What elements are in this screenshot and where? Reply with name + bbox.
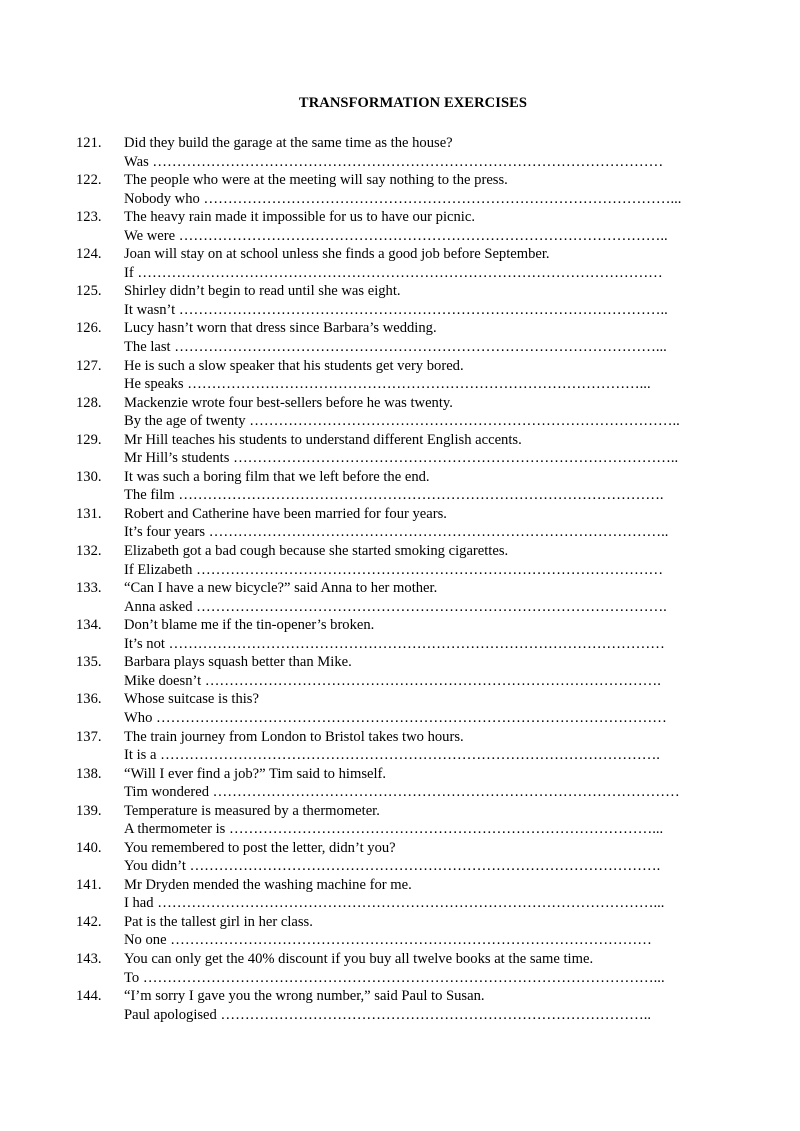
exercise-item xyxy=(0,873,800,910)
answer-blank[interactable]: ……………………………………………………………………………………. xyxy=(196,598,667,615)
answer-prompt: To xyxy=(124,969,140,986)
answer-blank[interactable]: …………………………………………………………………………………………... xyxy=(157,895,665,912)
exercise-number: 134. xyxy=(76,617,102,634)
exercise-number: 128. xyxy=(76,394,102,411)
exercise-number: 129. xyxy=(76,431,102,448)
answer-prompt: It’s not xyxy=(124,635,165,652)
answer-prompt: It’s four years xyxy=(124,524,206,541)
answer-blank[interactable]: ……………………………………………………………………………………………... xyxy=(142,969,665,986)
answer-blank[interactable]: ……………………………………………………………………………….. xyxy=(233,450,679,467)
answer-prompt: We were xyxy=(124,227,176,244)
exercise-item xyxy=(0,910,800,947)
exercise-sentence: Elizabeth got a bad cough because she started smoking cigarettes. xyxy=(124,543,509,560)
answer-blank[interactable]: …………………………………………………………………………………. xyxy=(204,672,661,689)
exercise-sentence: You can only get the 40% discount if you buy all twelve books at the same time. xyxy=(124,951,594,968)
exercise-number: 144. xyxy=(76,988,102,1005)
exercise-sentence: Shirley didn’t begin to read until she was eight. xyxy=(124,283,401,300)
exercise-number: 137. xyxy=(76,728,102,745)
answer-prompt: Was xyxy=(124,153,149,170)
exercise-number: 131. xyxy=(76,505,102,522)
page-title: TRANSFORMATION EXERCISES xyxy=(298,95,528,111)
answer-blank[interactable]: ………………………………………………………………………………………. xyxy=(178,487,664,504)
exercise-sentence: The heavy rain made it impossible for us to have our picnic. xyxy=(124,209,475,226)
exercise-item xyxy=(0,131,800,168)
exercise-list xyxy=(0,131,800,1021)
exercise-item xyxy=(0,279,800,316)
exercise-sentence: “I’m sorry I gave you the wrong number,” said Paul to Susan. xyxy=(124,988,485,1005)
answer-prompt: No one xyxy=(124,932,167,949)
answer-prompt: Tim wondered xyxy=(124,784,209,801)
answer-prompt: Paul apologised xyxy=(124,1006,217,1023)
exercise-item xyxy=(0,539,800,576)
exercise-sentence: Mr Hill teaches his students to understand different English accents. xyxy=(124,431,522,448)
exercise-sentence: Robert and Catherine have been married for four years. xyxy=(124,505,447,522)
exercise-number: 136. xyxy=(76,691,102,708)
answer-blank[interactable]: …………………………………………………………………………….. xyxy=(220,1006,651,1023)
exercise-sentence: Did they build the garage at the same time as the house? xyxy=(124,135,453,151)
exercise-sentence: Don’t blame me if the tin-opener’s broken. xyxy=(124,617,375,634)
answer-prompt: Anna asked xyxy=(124,598,193,615)
answer-blank[interactable]: ……………………………………………………………………………………….. xyxy=(178,301,668,318)
exercise-sentence: He is such a slow speaker that his students get very bored. xyxy=(124,357,464,374)
exercise-number: 138. xyxy=(76,765,102,782)
answer-blank[interactable]: ……………………………………………………………………………... xyxy=(228,821,664,838)
exercise-item xyxy=(0,465,800,502)
exercise-number: 126. xyxy=(76,320,102,337)
exercise-number: 135. xyxy=(76,654,102,671)
exercise-sentence: Joan will stay on at school unless she finds a good job before September. xyxy=(124,246,550,263)
exercise-number: 142. xyxy=(76,913,102,930)
answer-prompt: Nobody who xyxy=(124,190,200,207)
exercise-sentence: Mackenzie wrote four best-sellers before he was twenty. xyxy=(124,394,453,411)
exercise-sentence: Lucy hasn’t worn that dress since Barbara’s wedding. xyxy=(124,320,437,337)
answer-prompt: It wasn’t xyxy=(124,301,176,318)
answer-prompt: Mike doesn’t xyxy=(124,672,202,689)
exercise-sentence: “Can I have a new bicycle?” said Anna to her mother. xyxy=(124,580,438,597)
exercise-item xyxy=(0,613,800,650)
exercise-item xyxy=(0,316,800,353)
exercise-sentence: Pat is the tallest girl in her class. xyxy=(124,913,313,930)
exercise-item xyxy=(0,725,800,762)
answer-blank[interactable]: ……………………………………………………………………………………….. xyxy=(178,227,668,244)
answer-blank[interactable]: ………………………………………………………………………………………… xyxy=(168,635,665,652)
exercise-item xyxy=(0,984,800,1021)
exercise-number: 141. xyxy=(76,876,102,893)
answer-prompt: By the age of twenty xyxy=(124,413,246,430)
exercise-number: 132. xyxy=(76,543,102,560)
exercise-item xyxy=(0,799,800,836)
answer-blank[interactable]: ……………………………………………………………………………………… xyxy=(170,932,652,949)
answer-prompt: You didn’t xyxy=(124,858,186,875)
exercise-number: 125. xyxy=(76,283,102,300)
exercise-sentence: It was such a boring film that we left before the end. xyxy=(124,468,430,485)
answer-prompt: The last xyxy=(124,338,171,355)
exercise-item xyxy=(0,502,800,539)
exercise-number: 133. xyxy=(76,580,102,597)
answer-blank[interactable]: ……………………………………………………………………………………. xyxy=(189,858,661,875)
answer-blank[interactable]: ………………………………………………………………………………………... xyxy=(174,338,667,355)
answer-prompt: The film xyxy=(124,487,175,504)
exercise-sentence: Barbara plays squash better than Mike. xyxy=(124,654,352,671)
exercise-number: 139. xyxy=(76,802,102,819)
exercise-number: 130. xyxy=(76,468,102,485)
exercise-number: 123. xyxy=(76,209,102,226)
exercise-sentence: Whose suitcase is this? xyxy=(124,691,259,708)
answer-blank[interactable]: …………………………………………………………………………………………. xyxy=(160,747,660,763)
answer-blank[interactable]: ……………………………………………………………………………………………… xyxy=(137,264,663,281)
answer-prompt: If xyxy=(124,264,134,281)
answer-line[interactable] xyxy=(124,1006,724,1025)
exercise-sentence: Mr Dryden mended the washing machine for me. xyxy=(124,876,412,893)
answer-prompt: Mr Hill’s students xyxy=(124,450,230,467)
exercise-sentence: Temperature is measured by a thermometer. xyxy=(124,802,380,819)
exercise-number: 140. xyxy=(76,839,102,856)
exercise-number: 124. xyxy=(76,246,102,263)
exercise-sentence: The people who were at the meeting will say nothing to the press. xyxy=(124,172,508,189)
exercise-item xyxy=(0,576,800,613)
answer-blank[interactable]: …………………………………………………………………………………………… xyxy=(156,709,667,726)
exercise-item xyxy=(0,205,800,242)
answer-blank[interactable]: …………………………………………………………………………………… xyxy=(212,784,680,801)
exercise-number: 127. xyxy=(76,357,102,374)
answer-prompt: If Elizabeth xyxy=(124,561,193,578)
answer-blank[interactable]: …………………………………………………………………………….. xyxy=(249,413,680,430)
exercise-item xyxy=(0,428,800,465)
answer-blank[interactable]: …………………………………………………………………………………… xyxy=(196,561,664,578)
exercise-item xyxy=(0,168,800,205)
exercise-item xyxy=(0,762,800,799)
exercise-number: 122. xyxy=(76,172,102,189)
exercise-sentence: You remembered to post the letter, didn’t you? xyxy=(124,839,396,856)
answer-blank[interactable]: …………………………………………………………………………………... xyxy=(187,376,651,393)
exercise-item xyxy=(0,947,800,984)
exercise-item xyxy=(0,242,800,279)
exercise-item xyxy=(0,836,800,873)
answer-prompt: It is a xyxy=(124,747,157,763)
answer-prompt: Who xyxy=(124,709,153,726)
exercise-number: 121. xyxy=(76,135,102,151)
exercise-item xyxy=(0,650,800,687)
answer-blank[interactable]: ……………………………………………………………………………………... xyxy=(203,190,682,207)
answer-prompt: A thermometer is xyxy=(124,821,226,838)
answer-blank[interactable]: ………………………………………………………………………………….. xyxy=(208,524,669,541)
exercise-item xyxy=(0,354,800,391)
answer-prompt: I had xyxy=(124,895,154,912)
exercise-number: 143. xyxy=(76,951,102,968)
exercise-item xyxy=(0,391,800,428)
answer-blank[interactable]: …………………………………………………………………………………………… xyxy=(152,153,664,170)
answer-prompt: He speaks xyxy=(124,376,184,393)
exercise-item xyxy=(0,687,800,724)
exercise-sentence: The train journey from London to Bristol takes two hours. xyxy=(124,728,464,745)
exercise-sentence: “Will I ever find a job?” Tim said to himself. xyxy=(124,765,387,782)
